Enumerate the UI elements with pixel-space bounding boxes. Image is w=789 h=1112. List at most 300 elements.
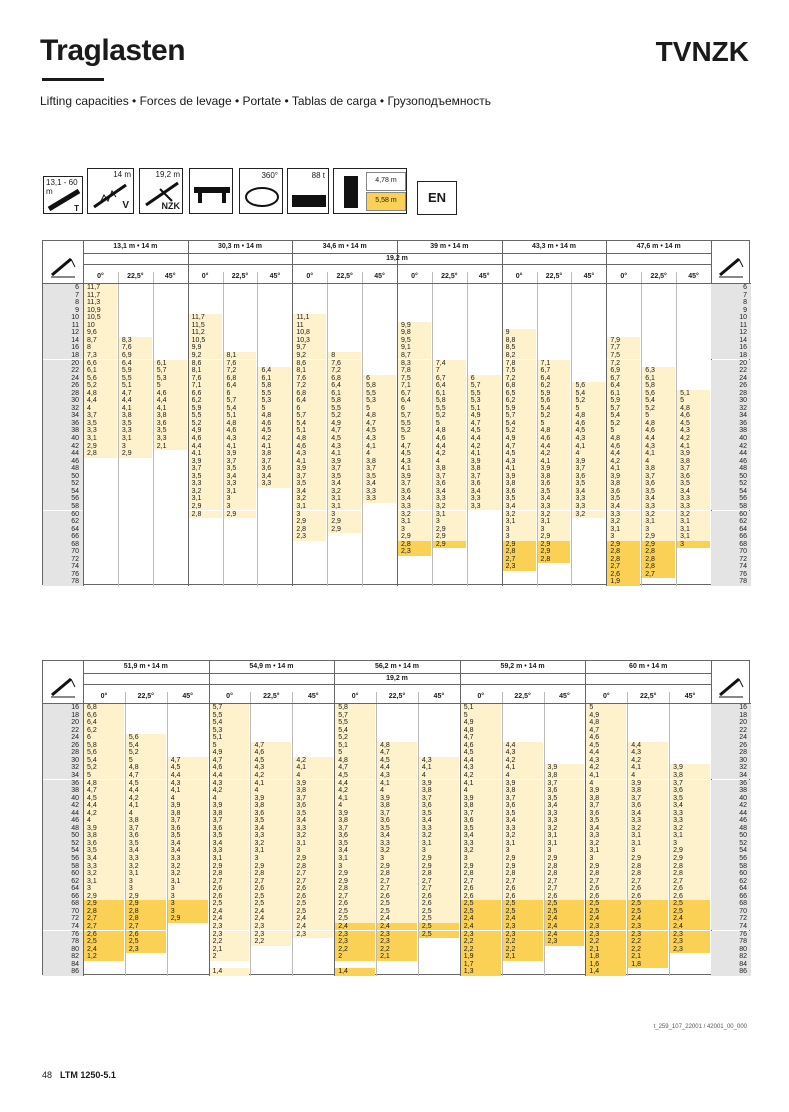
- capacity-cell: 3,9: [607, 473, 640, 481]
- capacity-cell: 2,7: [628, 878, 668, 886]
- capacity-cell: 4,1: [126, 802, 166, 810]
- capacity-cell: 2,5: [503, 900, 543, 908]
- radius-label-right: 74: [711, 923, 751, 931]
- capacity-cell: 3,7: [468, 473, 501, 481]
- radius-label-left: 18: [43, 352, 83, 360]
- capacity-cell: 4,1: [468, 450, 501, 458]
- capacity-cell: 5,5: [210, 712, 250, 720]
- product-name: LTM 1250-5.1: [60, 1070, 116, 1080]
- radius-label-left: 36: [43, 420, 83, 428]
- radius-label-left: 66: [43, 893, 83, 901]
- angle-header: 22,5°: [263, 693, 280, 700]
- radius-label-left: 40: [43, 435, 83, 443]
- radius-label-left: 68: [43, 541, 83, 549]
- capacity-cell: 3,8: [258, 450, 291, 458]
- capacity-cell: 2,3: [503, 931, 543, 939]
- capacity-cell: 2,9: [335, 878, 375, 886]
- capacity-cell: 3,3: [677, 495, 710, 503]
- capacity-cell: 3,4: [419, 817, 459, 825]
- capacity-cell: 2,3: [251, 931, 291, 939]
- capacity-cell: 3,7: [224, 458, 257, 466]
- capacity-cell: 2,1: [586, 946, 626, 954]
- capacity-cell: 2,5: [503, 908, 543, 916]
- radius-label-right: 44: [711, 450, 751, 458]
- radius-label-right: 28: [711, 749, 751, 757]
- capacity-cell: 3,3: [189, 480, 222, 488]
- capacity-cell: 4,7: [377, 749, 417, 757]
- capacity-cell: 3: [126, 878, 166, 886]
- capacity-cell: 2,2: [335, 946, 375, 954]
- capacity-cell: 2,6: [586, 885, 626, 893]
- capacity-cell: 5,3: [468, 397, 501, 405]
- radius-label-left: 62: [43, 518, 83, 526]
- capacity-cell: 4,1: [168, 787, 208, 795]
- capacity-cell: 2,6: [503, 885, 543, 893]
- capacity-cell: 4,3: [419, 757, 459, 765]
- capacity-cell: 2,6: [335, 900, 375, 908]
- jib-total-icon: 19,2 m NZK: [139, 168, 183, 214]
- capacity-cell: 5: [538, 420, 571, 428]
- radius-label-left: 68: [43, 900, 83, 908]
- capacity-cell: 3: [545, 847, 585, 855]
- radius-label-right: 16: [711, 344, 751, 352]
- capacity-cell: 6,1: [258, 375, 291, 383]
- capacity-cell: 10,5: [189, 337, 222, 345]
- capacity-cell: 7,2: [503, 375, 536, 383]
- capacity-cell: 1,2: [84, 953, 124, 961]
- capacity-cell: 2,4: [461, 923, 501, 931]
- capacity-cell: 2,8: [84, 908, 124, 916]
- capacity-cell: 6: [398, 405, 431, 413]
- capacity-cell: 3,1: [210, 855, 250, 863]
- capacity-cell: 3,4: [468, 488, 501, 496]
- capacity-cell: 2,3: [335, 938, 375, 946]
- radius-label-right: 76: [711, 571, 751, 579]
- capacity-cell: 5,7: [398, 412, 431, 420]
- group-header: 56,2 m • 14 m: [374, 663, 420, 670]
- capacity-cell: 3,3: [258, 480, 291, 488]
- capacity-cell: 3,7: [572, 465, 605, 473]
- radius-icon: [49, 675, 77, 699]
- capacity-cell: 4,8: [84, 390, 117, 398]
- slewing-icon: [239, 168, 283, 214]
- capacity-cell: 2,9: [126, 900, 166, 908]
- capacity-cell: 3: [293, 847, 333, 855]
- capacity-cell: 4: [377, 787, 417, 795]
- capacity-cell: 4,3: [461, 764, 501, 772]
- radius-label-left: 26: [43, 382, 83, 390]
- capacity-cell: 3,5: [419, 810, 459, 818]
- capacity-cell: 2,8: [126, 915, 166, 923]
- capacity-cell: 3,4: [293, 817, 333, 825]
- radius-label-right: 78: [711, 578, 751, 586]
- capacity-cell: 4,7: [461, 734, 501, 742]
- capacity-cell: 2,2: [210, 938, 250, 946]
- capacity-cell: 3,5: [363, 473, 396, 481]
- group-header: 59,2 m • 14 m: [500, 663, 545, 670]
- capacity-cell: 3,3: [154, 435, 187, 443]
- capacity-cell: 4,7: [335, 764, 375, 772]
- capacity-cell: 3,5: [210, 832, 250, 840]
- capacity-cell: 3: [168, 885, 208, 893]
- angle-header: 22,5°: [231, 273, 249, 280]
- capacity-cell: 7,5: [607, 352, 640, 360]
- angle-header: 0°: [602, 693, 610, 700]
- capacity-cell: 4,4: [189, 443, 222, 451]
- capacity-cell: 3,8: [251, 802, 291, 810]
- capacity-cell: 3,1: [433, 511, 466, 519]
- capacity-cell: 6,4: [119, 360, 152, 368]
- radius-label-right: 34: [711, 412, 751, 420]
- outrigger-base-icon: [189, 168, 233, 214]
- radius-label-left: 48: [43, 465, 83, 473]
- radius-label-left: 56: [43, 855, 83, 863]
- capacity-cell: 3,9: [251, 795, 291, 803]
- capacity-table-1: [42, 240, 750, 585]
- capacity-cell: 3,5: [251, 817, 291, 825]
- radius-label-right: 72: [711, 556, 751, 564]
- capacity-cell: 3: [677, 541, 710, 549]
- capacity-cell: 3,6: [670, 787, 710, 795]
- capacity-cell: 3: [398, 526, 431, 534]
- capacity-cell: 4,2: [677, 435, 710, 443]
- radius-label-right: 8: [711, 299, 751, 307]
- capacity-cell: 5,1: [119, 382, 152, 390]
- capacity-cell: 3,8: [433, 465, 466, 473]
- capacity-cell: 2,4: [503, 915, 543, 923]
- capacity-cell: 3,1: [119, 435, 152, 443]
- capacity-cell: 3,5: [670, 795, 710, 803]
- capacity-cell: 3,6: [377, 817, 417, 825]
- capacity-cell: 3,8: [293, 787, 333, 795]
- capacity-cell: 3,3: [363, 495, 396, 503]
- capacity-cell: 5,5: [335, 719, 375, 727]
- capacity-cell: 3,5: [503, 810, 543, 818]
- angle-header: 0°: [306, 273, 314, 280]
- radius-label-left: 60: [43, 870, 83, 878]
- capacity-cell: 4: [126, 810, 166, 818]
- capacity-cell: 3,8: [503, 480, 536, 488]
- capacity-cell: 2,8: [670, 863, 710, 871]
- capacity-cell: 5,6: [642, 390, 675, 398]
- radius-label-left: 74: [43, 563, 83, 571]
- capacity-cell: 2,9: [503, 855, 543, 863]
- group-header: 51,9 m • 14 m: [123, 663, 168, 670]
- radius-label-left: 70: [43, 548, 83, 556]
- capacity-cell: 4,4: [210, 772, 250, 780]
- capacity-cell: 3,5: [293, 810, 333, 818]
- capacity-cell: 5,2: [642, 405, 675, 413]
- capacity-cell: 3,1: [670, 832, 710, 840]
- radius-label-right: 40: [711, 435, 751, 443]
- capacity-cell: 2,4: [461, 915, 501, 923]
- radius-label-right: 52: [711, 840, 751, 848]
- capacity-cell: 3,8: [538, 473, 571, 481]
- capacity-cell: 3,3: [503, 825, 543, 833]
- group-header: 34,6 m • 14 m: [322, 243, 367, 250]
- capacity-cell: 2,8: [84, 450, 117, 458]
- capacity-cell: 8,8: [503, 337, 536, 345]
- capacity-cell: 4,4: [586, 749, 626, 757]
- capacity-cell: 3,7: [363, 465, 396, 473]
- capacity-cell: 4,9: [586, 712, 626, 720]
- capacity-cell: 4,6: [154, 390, 187, 398]
- capacity-cell: 3,8: [607, 480, 640, 488]
- capacity-cell: 9,8: [398, 329, 431, 337]
- capacity-cell: 4,9: [210, 749, 250, 757]
- radius-label-left: 32: [43, 405, 83, 413]
- capacity-cell: 2,9: [335, 870, 375, 878]
- header-line: [83, 264, 711, 265]
- capacity-cell: 4: [433, 458, 466, 466]
- capacity-cell: 4,3: [503, 458, 536, 466]
- capacity-cell: 2,6: [628, 893, 668, 901]
- radius-label-left: 66: [43, 533, 83, 541]
- capacity-cell: 6,7: [538, 367, 571, 375]
- radius-label-left: 12: [43, 329, 83, 337]
- capacity-cell: 2,5: [419, 931, 459, 939]
- group-header: 13,1 m • 14 m: [113, 243, 158, 250]
- radius-label-right: 28: [711, 390, 751, 398]
- capacity-cell: 3,3: [224, 480, 257, 488]
- capacity-cell: 2,9: [293, 855, 333, 863]
- capacity-cell: 9,2: [293, 352, 326, 360]
- capacity-cell: 5,3: [210, 727, 250, 735]
- document-reference: t_259_107_22001 / 42001_00_000: [653, 1024, 747, 1030]
- capacity-cell: 3: [168, 908, 208, 916]
- capacity-cell: 2,8: [377, 870, 417, 878]
- language-badge: EN: [417, 181, 457, 215]
- radius-label-left: 32: [43, 764, 83, 772]
- capacity-cell: 3,9: [670, 764, 710, 772]
- capacity-cell: 6,6: [84, 360, 117, 368]
- capacity-cell: 2,4: [586, 915, 626, 923]
- capacity-cell: 3: [642, 526, 675, 534]
- capacity-cell: 4,6: [461, 742, 501, 750]
- capacity-cell: 3,6: [126, 832, 166, 840]
- capacity-cell: 7,2: [293, 382, 326, 390]
- capacity-cell: 4,5: [126, 780, 166, 788]
- capacity-cell: 2,8: [503, 870, 543, 878]
- capacity-cell: 3,6: [628, 802, 668, 810]
- capacity-cell: 7,2: [607, 360, 640, 368]
- capacity-cell: 3,5: [642, 488, 675, 496]
- radius-label-right: 32: [711, 405, 751, 413]
- radius-icon: [49, 255, 77, 279]
- capacity-cell: 9,9: [189, 344, 222, 352]
- capacity-cell: 2,3: [293, 533, 326, 541]
- capacity-cell: 5,1: [210, 734, 250, 742]
- capacity-cell: 2,7: [503, 878, 543, 886]
- capacity-cell: 3,1: [251, 847, 291, 855]
- capacity-cell: 3,1: [628, 840, 668, 848]
- capacity-cell: 2,7: [293, 878, 333, 886]
- capacity-cell: 5,5: [119, 375, 152, 383]
- capacity-cell: 2,6: [419, 900, 459, 908]
- capacity-cell: 2,8: [628, 863, 668, 871]
- capacity-cell: 2,7: [210, 878, 250, 886]
- radius-label-left: 72: [43, 556, 83, 564]
- capacity-cell: 3: [419, 847, 459, 855]
- capacity-cell: 3,7: [168, 817, 208, 825]
- capacity-cell: 2,8: [628, 870, 668, 878]
- capacity-cell: 3,1: [168, 878, 208, 886]
- capacity-cell: 5,6: [84, 749, 124, 757]
- capacity-cell: 3: [607, 533, 640, 541]
- capacity-cell: 4,1: [538, 458, 571, 466]
- capacity-cell: 3,5: [126, 840, 166, 848]
- capacity-cell: 2,4: [210, 915, 250, 923]
- capacity-cell: 5,7: [224, 397, 257, 405]
- capacity-cell: 4,1: [335, 795, 375, 803]
- capacity-cell: 7,6: [293, 375, 326, 383]
- radius-label-right: 50: [711, 473, 751, 481]
- capacity-cell: 3,9: [398, 473, 431, 481]
- capacity-cell: 5,2: [84, 764, 124, 772]
- radius-label-left: 9: [43, 307, 83, 315]
- capacity-cell: 11,3: [84, 299, 117, 307]
- capacity-cell: 3,1: [677, 518, 710, 526]
- capacity-cell: 4,8: [642, 420, 675, 428]
- capacity-cell: 11,1: [293, 314, 326, 322]
- radius-label-left: 50: [43, 473, 83, 481]
- capacity-cell: 2,6: [461, 893, 501, 901]
- capacity-cell: 3,3: [126, 855, 166, 863]
- capacity-cell: 3,4: [363, 480, 396, 488]
- angle-header: 45°: [182, 693, 193, 700]
- capacity-cell: 3,1: [586, 847, 626, 855]
- capacity-cell: 4,3: [168, 780, 208, 788]
- radius-label-right: 68: [711, 900, 751, 908]
- angle-header: 45°: [478, 273, 490, 280]
- capacity-cell: 4,8: [84, 780, 124, 788]
- capacity-cell: 7,3: [84, 352, 117, 360]
- capacity-cell: 2,3: [503, 923, 543, 931]
- capacity-cell: 3,8: [586, 795, 626, 803]
- capacity-cell: 4: [642, 458, 675, 466]
- radius-icon: [717, 675, 745, 699]
- capacity-cell: 5,8: [642, 382, 675, 390]
- angle-header: 45°: [374, 273, 385, 280]
- capacity-cell: 3,5: [677, 480, 710, 488]
- radius-label-left: 54: [43, 847, 83, 855]
- capacity-cell: 4,4: [607, 450, 640, 458]
- capacity-cell: 3,6: [419, 802, 459, 810]
- capacity-cell: 5,4: [293, 420, 326, 428]
- capacity-cell: 2,3: [670, 946, 710, 954]
- capacity-cell: 5,8: [363, 382, 396, 390]
- capacity-cell: 3,4: [572, 488, 605, 496]
- capacity-cell: 4,3: [210, 780, 250, 788]
- radius-label-left: 46: [43, 817, 83, 825]
- capacity-cell: 4,5: [328, 435, 361, 443]
- capacity-cell: 5,8: [328, 397, 361, 405]
- capacity-cell: 3,7: [461, 810, 501, 818]
- capacity-cell: 2,9: [328, 526, 361, 534]
- capacity-cell: 3,9: [461, 795, 501, 803]
- capacity-cell: 7,9: [607, 337, 640, 345]
- capacity-cell: 2,9: [293, 518, 326, 526]
- capacity-cell: 5,5: [189, 412, 222, 420]
- radius-label-left: 38: [43, 427, 83, 435]
- radius-label-left: 28: [43, 390, 83, 398]
- capacity-cell: 5,4: [335, 727, 375, 735]
- capacity-cell: 2,3: [586, 931, 626, 939]
- radius-label-right: 22: [711, 367, 751, 375]
- radius-label-left: 6: [43, 284, 83, 292]
- angle-header: 0°: [477, 693, 485, 700]
- radius-label-right: 30: [711, 397, 751, 405]
- capacity-cell: 8,1: [189, 367, 222, 375]
- radius-label-left: 42: [43, 802, 83, 810]
- capacity-cell: 4,7: [328, 427, 361, 435]
- capacity-cell: 2,7: [84, 915, 124, 923]
- capacity-cell: 3: [293, 511, 326, 519]
- capacity-cell: 3: [168, 900, 208, 908]
- capacity-cell: 2,4: [210, 908, 250, 916]
- capacity-cell: 4,6: [572, 420, 605, 428]
- capacity-cell: 2,8: [545, 863, 585, 871]
- capacity-cell: 3,6: [503, 488, 536, 496]
- capacity-cell: 2,5: [670, 908, 710, 916]
- radius-label-left: 84: [43, 961, 83, 969]
- capacity-cell: 2,5: [251, 900, 291, 908]
- capacity-cell: 3,6: [84, 840, 124, 848]
- capacity-cell: 5: [258, 405, 291, 413]
- capacity-cell: 5: [210, 742, 250, 750]
- capacity-cell: 4,4: [468, 435, 501, 443]
- capacity-cell: 2,9: [586, 863, 626, 871]
- capacity-cell: 4: [419, 772, 459, 780]
- capacity-cell: 9,9: [398, 322, 431, 330]
- capacity-cell: 3,3: [293, 825, 333, 833]
- capacity-cell: 4,2: [251, 772, 291, 780]
- capacity-cell: 6,4: [538, 375, 571, 383]
- boom-range: 13,1 - 60 m: [46, 178, 78, 196]
- capacity-cell: 5,9: [119, 367, 152, 375]
- capacity-cell: 4,6: [189, 435, 222, 443]
- capacity-cell: 3: [328, 511, 361, 519]
- capacity-cell: 5,7: [468, 382, 501, 390]
- capacity-cell: 2,8: [670, 870, 710, 878]
- capacity-cell: 2,9: [84, 443, 117, 451]
- capacity-cell: 4,2: [538, 450, 571, 458]
- capacity-cell: 2,5: [335, 915, 375, 923]
- capacity-cell: 6,4: [84, 719, 124, 727]
- capacity-cell: 3,3: [572, 495, 605, 503]
- header-line: [83, 673, 711, 674]
- radius-label-right: 10: [711, 314, 751, 322]
- capacity-cell: 1,4: [586, 968, 626, 976]
- capacity-cell: 3,4: [677, 488, 710, 496]
- capacity-cell: 5,1: [468, 405, 501, 413]
- header-line: [83, 253, 711, 254]
- capacity-cell: 5: [572, 405, 605, 413]
- capacity-cell: 4,8: [335, 757, 375, 765]
- capacity-cell: 5,7: [210, 704, 250, 712]
- capacity-cell: 7,1: [189, 382, 222, 390]
- capacity-cell: 3,2: [503, 511, 536, 519]
- capacity-cell: 5,8: [433, 397, 466, 405]
- capacity-cell: 4,3: [398, 458, 431, 466]
- capacity-cell: 2,2: [461, 946, 501, 954]
- capacity-cell: 3,6: [168, 825, 208, 833]
- radius-label-left: 54: [43, 488, 83, 496]
- capacity-cell: 3,5: [84, 420, 117, 428]
- radius-label-left: 18: [43, 712, 83, 720]
- capacity-cell: 3,5: [293, 480, 326, 488]
- capacity-cell: 4,3: [628, 749, 668, 757]
